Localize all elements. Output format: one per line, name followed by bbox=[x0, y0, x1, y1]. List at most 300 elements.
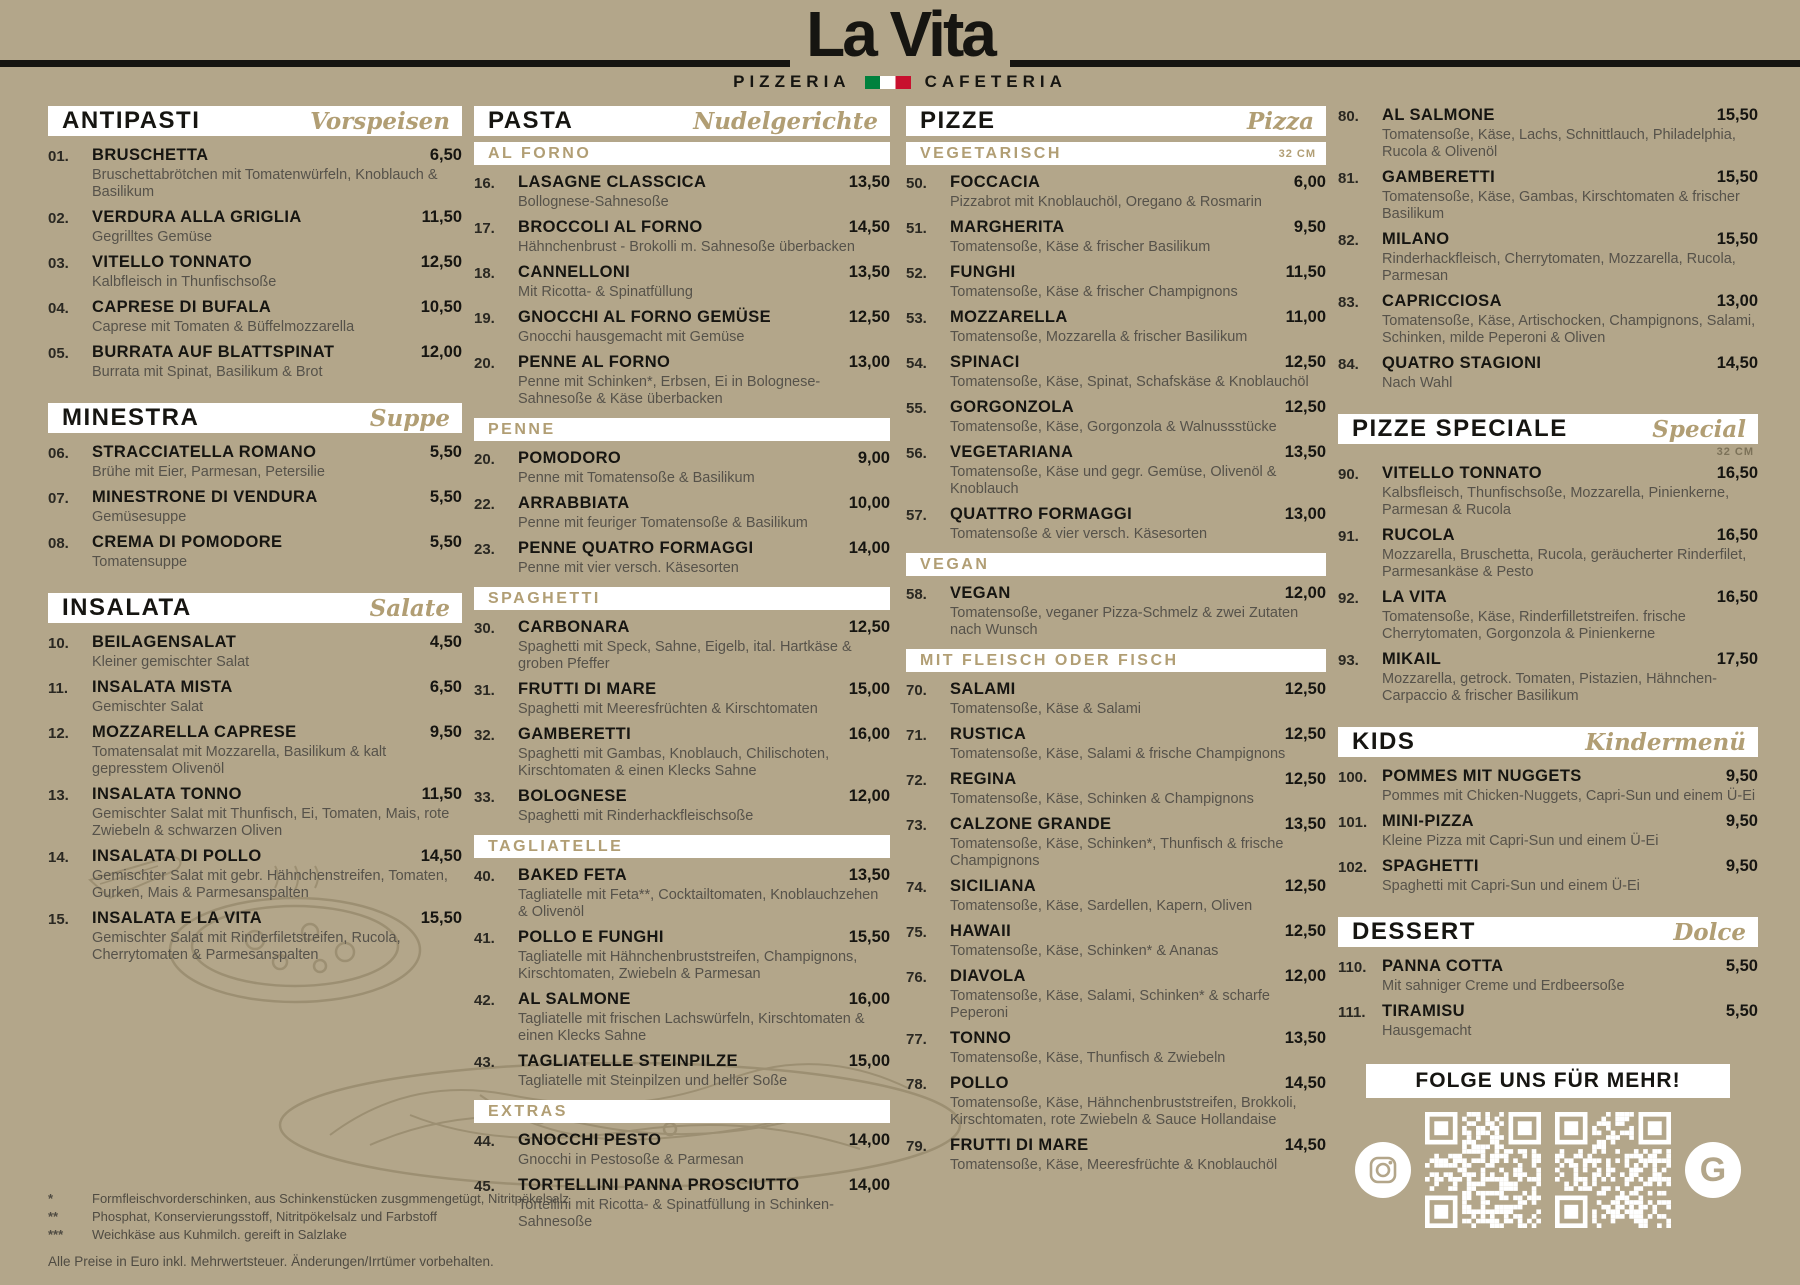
item-price: 12,00 bbox=[1284, 967, 1326, 985]
menu-item bbox=[906, 353, 1326, 391]
google-icon[interactable]: G bbox=[1685, 1142, 1741, 1198]
item-price: 13,50 bbox=[1284, 815, 1326, 833]
item-name: AL SALMONE bbox=[518, 990, 631, 1008]
menu-item bbox=[1338, 168, 1758, 223]
item-price: 11,50 bbox=[1285, 263, 1326, 281]
subsection-header bbox=[906, 649, 1326, 672]
item-name: MINESTRONE DI VENDURA bbox=[92, 488, 318, 506]
item-price: 12,50 bbox=[1284, 770, 1326, 788]
item-name: BURRATA AUF BLATTSPINAT bbox=[92, 343, 335, 361]
item-price: 9,50 bbox=[1725, 812, 1758, 830]
footnotes bbox=[48, 1190, 668, 1269]
item-name: FUNGHI bbox=[950, 263, 1016, 281]
item-description: Tomatensoße, Käse, Schinken* & Ananas bbox=[950, 943, 1219, 959]
item-number: 20. bbox=[474, 451, 495, 468]
item-name: CARBONARA bbox=[518, 618, 630, 636]
item-price: 9,50 bbox=[1725, 857, 1758, 875]
item-name: VERDURA ALLA GRIGLIA bbox=[92, 208, 302, 226]
item-price: 13,50 bbox=[848, 173, 890, 191]
item-number: 19. bbox=[474, 310, 495, 327]
section-script-label: Nudelgerichte bbox=[693, 107, 878, 135]
item-description: Hähnchenbrust - Brokolli m. Sahnesoße überbacken bbox=[518, 239, 855, 255]
item-name: SALAMI bbox=[950, 680, 1016, 698]
item-description: Tomatensoße, Käse, Gorgonzola & Walnussstücke bbox=[950, 419, 1277, 435]
item-description: Tomatensuppe bbox=[92, 554, 188, 570]
item-price: 14,50 bbox=[420, 847, 462, 865]
item-number: 78. bbox=[906, 1076, 927, 1093]
item-number: 82. bbox=[1338, 232, 1359, 249]
item-name: HAWAII bbox=[950, 922, 1012, 940]
item-price: 5,50 bbox=[429, 488, 462, 506]
item-description: Tomatensoße, Käse, Salami, Schinken* & scharfe Peperoni bbox=[950, 988, 1270, 1021]
item-name: FOCCACIA bbox=[950, 173, 1041, 191]
menu-item bbox=[906, 398, 1326, 436]
item-description: Gemischter Salat mit gebr. Hähnchenstreifen, Tomaten, Gurken, Mais & Parmesanspalten bbox=[92, 868, 448, 901]
footnote bbox=[48, 1190, 668, 1208]
menu-item bbox=[1338, 857, 1758, 895]
item-name: BOLOGNESE bbox=[518, 787, 628, 805]
item-description: Mozzarella, getrock. Tomaten, Pistazien, Hähnchen-Carpaccio & frischer Basilikum bbox=[1382, 671, 1718, 704]
item-price: 12,50 bbox=[1284, 353, 1326, 371]
item-price: 9,50 bbox=[1725, 767, 1758, 785]
section-script-label: Suppe bbox=[369, 404, 450, 432]
menu-item bbox=[906, 725, 1326, 763]
item-number: 93. bbox=[1338, 652, 1359, 669]
item-number: 20. bbox=[474, 355, 495, 372]
item-description: Tagliatelle mit frischen Lachswürfeln, Kirschtomaten & einen Klecks Sahne bbox=[518, 1011, 865, 1044]
item-description: Gnocchi hausgemacht mit Gemüse bbox=[518, 329, 745, 345]
item-name: FRUTTI DI MARE bbox=[518, 680, 657, 698]
item-number: 72. bbox=[906, 772, 927, 789]
item-description: Tomatensoße, Käse, Rinderfilletstreifen. frische Cherrytomaten, Gorgonzola & Pinienkerne bbox=[1382, 609, 1686, 642]
menu-item bbox=[474, 308, 890, 346]
item-price: 11,50 bbox=[421, 785, 462, 803]
item-description: Gemischter Salat mit Rinderfiletstreifen, Rucola, Cherrytomaten & Parmesanspalten bbox=[92, 930, 401, 963]
item-description: Tomatensoße, Käse, Artischocken, Champignons, Salami, Schinken, milde Peperoni & Oliven bbox=[1382, 313, 1756, 346]
menu-item bbox=[48, 208, 462, 246]
subsection-label: VEGETARISCH bbox=[920, 144, 1062, 162]
item-price: 13,00 bbox=[1284, 505, 1326, 523]
item-price: 5,50 bbox=[1725, 957, 1758, 975]
item-name: TONNO bbox=[950, 1029, 1012, 1047]
item-price: 14,00 bbox=[848, 1131, 890, 1149]
section-title: PIZZE bbox=[920, 107, 996, 134]
item-price: 15,50 bbox=[848, 928, 890, 946]
menu-item bbox=[48, 723, 462, 778]
item-price: 16,00 bbox=[848, 725, 890, 743]
italian-flag-icon bbox=[865, 76, 911, 89]
item-price: 12,50 bbox=[848, 308, 890, 326]
item-name: VEGAN bbox=[950, 584, 1011, 602]
item-description: Penne mit Tomatensoße & Basilikum bbox=[518, 470, 755, 486]
menu-item bbox=[474, 218, 890, 256]
item-number: 43. bbox=[474, 1054, 495, 1071]
menu-column-4 bbox=[1338, 106, 1758, 1228]
subsection-label: MIT FLEISCH ODER FISCH bbox=[920, 651, 1179, 669]
qr-code[interactable] bbox=[1425, 1112, 1541, 1228]
item-description: Penne mit vier versch. Käsesorten bbox=[518, 560, 739, 576]
section-title: MINESTRA bbox=[62, 404, 200, 431]
menu-item bbox=[474, 494, 890, 532]
item-price: 14,50 bbox=[1716, 354, 1758, 372]
item-description: Tomatensoße, Käse, Salami & frische Champignons bbox=[950, 746, 1286, 762]
menu-item bbox=[48, 298, 462, 336]
item-number: 14. bbox=[48, 849, 69, 866]
item-name: TAGLIATELLE STEINPILZE bbox=[518, 1052, 738, 1070]
instagram-icon[interactable] bbox=[1355, 1142, 1411, 1198]
item-price: 15,50 bbox=[1716, 168, 1758, 186]
item-number: 12. bbox=[48, 725, 69, 742]
menu-item bbox=[48, 909, 462, 964]
item-name: FRUTTI DI MARE bbox=[950, 1136, 1089, 1154]
item-name: QUATRO STAGIONI bbox=[1382, 354, 1542, 372]
item-description: Tortellini mit Ricotta- & Spinatfüllung in Schinken-Sahnesoße bbox=[518, 1197, 834, 1230]
brand-logo bbox=[0, 0, 1800, 68]
item-description: Gemischter Salat mit Thunfisch, Ei, Tomaten, Mais, rote Zwiebeln & schwarzen Oliven bbox=[92, 806, 450, 839]
item-name: BAKED FETA bbox=[518, 866, 628, 884]
item-number: 71. bbox=[906, 727, 927, 744]
menu-item bbox=[48, 633, 462, 671]
item-number: 54. bbox=[906, 355, 927, 372]
menu-item bbox=[48, 678, 462, 716]
footnote bbox=[48, 1208, 668, 1226]
item-description: Tomatensoße, Käse, Lachs, Schnittlauch, Philadelphia, Rucola & Olivenöl bbox=[1382, 127, 1736, 160]
item-description: Spaghetti mit Speck, Sahne, Eigelb, ital. Hartkäse & groben Pfeffer bbox=[518, 639, 852, 672]
menu-column-1 bbox=[48, 106, 462, 971]
menu-item bbox=[906, 922, 1326, 960]
item-description: Rinderhackfleisch, Cherrytomaten, Mozzarella, Rucola, Parmesan bbox=[1382, 251, 1736, 284]
item-description: Gemüsesuppe bbox=[92, 509, 187, 525]
item-number: 75. bbox=[906, 924, 927, 941]
item-name: POMMES MIT NUGGETS bbox=[1382, 767, 1582, 785]
item-description: Bruschettabrötchen mit Tomatenwürfeln, Knoblauch & Basilikum bbox=[92, 167, 438, 200]
item-number: 05. bbox=[48, 345, 69, 362]
item-price: 15,00 bbox=[848, 680, 890, 698]
menu-item bbox=[906, 877, 1326, 915]
item-name: TORTELLINI PANNA PROSCIUTTO bbox=[518, 1176, 800, 1194]
item-name: TIRAMISU bbox=[1382, 1002, 1465, 1020]
item-price: 5,50 bbox=[1725, 1002, 1758, 1020]
item-name: INSALATA E LA VITA bbox=[92, 909, 263, 927]
menu-item bbox=[1338, 767, 1758, 805]
item-price: 12,50 bbox=[1284, 680, 1326, 698]
item-number: 70. bbox=[906, 682, 927, 699]
brand-name: La Vita bbox=[790, 0, 1010, 68]
menu-item bbox=[474, 449, 890, 487]
brand-subtitle-left: PIZZERIA bbox=[733, 72, 851, 91]
subsection-label: AL FORNO bbox=[488, 144, 592, 162]
item-price: 14,00 bbox=[848, 1176, 890, 1194]
item-name: CREMA DI POMODORE bbox=[92, 533, 283, 551]
menu-item bbox=[474, 928, 890, 983]
brand-subtitle bbox=[0, 72, 1800, 92]
menu-item bbox=[906, 1074, 1326, 1129]
qr-code[interactable] bbox=[1555, 1112, 1671, 1228]
item-price: 13,00 bbox=[1716, 292, 1758, 310]
item-number: 33. bbox=[474, 789, 495, 806]
menu-item bbox=[906, 218, 1326, 256]
item-price: 9,50 bbox=[429, 723, 462, 741]
item-name: VEGETARIANA bbox=[950, 443, 1074, 461]
menu-item bbox=[474, 173, 890, 211]
item-name: STRACCIATELLA ROMANO bbox=[92, 443, 317, 461]
menu-item bbox=[1338, 106, 1758, 161]
item-price: 13,50 bbox=[848, 866, 890, 884]
menu-item bbox=[474, 680, 890, 718]
section-header bbox=[48, 106, 462, 136]
item-name: MOZZARELLA CAPRESE bbox=[92, 723, 297, 741]
item-description: Bollognese-Sahnesoße bbox=[518, 194, 669, 210]
item-number: 77. bbox=[906, 1031, 927, 1048]
item-price: 12,00 bbox=[1284, 584, 1326, 602]
item-description: Tomatensoße, Käse, Spinat, Schafskäse & Knoblauchöl bbox=[950, 374, 1309, 390]
item-number: 13. bbox=[48, 787, 69, 804]
item-number: 18. bbox=[474, 265, 495, 282]
item-description: Mozzarella, Bruschetta, Rucola, geräucherter Rinderfilet, Parmesankäse & Pesto bbox=[1382, 547, 1747, 580]
menu-item bbox=[48, 847, 462, 902]
item-name: POLLO E FUNGHI bbox=[518, 928, 664, 946]
section-script-label: Pizza bbox=[1246, 107, 1314, 135]
item-price: 12,50 bbox=[1284, 922, 1326, 940]
item-number: 73. bbox=[906, 817, 927, 834]
item-number: 16. bbox=[474, 175, 495, 192]
item-price: 5,50 bbox=[429, 533, 462, 551]
item-price: 13,50 bbox=[1284, 443, 1326, 461]
item-name: GNOCCHI PESTO bbox=[518, 1131, 662, 1149]
section-title: KIDS bbox=[1352, 728, 1416, 755]
item-number: 102. bbox=[1338, 859, 1368, 876]
item-number: 80. bbox=[1338, 108, 1359, 125]
menu-item bbox=[48, 488, 462, 526]
footnote-text: Weichkäse aus Kuhmilch. gereift in Salzlake bbox=[92, 1227, 347, 1242]
item-price: 6,50 bbox=[429, 146, 462, 164]
menu-item bbox=[474, 539, 890, 577]
item-description: Burrata mit Spinat, Basilikum & Brot bbox=[92, 364, 323, 380]
item-description: Kleiner gemischter Salat bbox=[92, 654, 250, 670]
section-header bbox=[906, 106, 1326, 136]
item-number: 11. bbox=[48, 680, 69, 697]
item-name: BEILAGENSALAT bbox=[92, 633, 237, 651]
item-description: Spaghetti mit Gambas, Knoblauch, Chilischoten, Kirschtomaten & einen Klecks Sahne bbox=[518, 746, 830, 779]
item-number: 56. bbox=[906, 445, 927, 462]
item-description: Nach Wahl bbox=[1382, 375, 1453, 391]
item-price: 15,50 bbox=[420, 909, 462, 927]
item-name: QUATTRO FORMAGGI bbox=[950, 505, 1133, 523]
menu-item bbox=[48, 533, 462, 571]
item-number: 15. bbox=[48, 911, 69, 928]
menu-column-3 bbox=[906, 106, 1326, 1181]
menu-item bbox=[1338, 812, 1758, 850]
item-number: 81. bbox=[1338, 170, 1359, 187]
menu-column-2 bbox=[474, 106, 890, 1238]
item-name: PENNE QUATRO FORMAGGI bbox=[518, 539, 754, 557]
item-price: 10,00 bbox=[848, 494, 890, 512]
item-number: 01. bbox=[48, 148, 69, 165]
menu-item bbox=[906, 815, 1326, 870]
menu-item bbox=[906, 1029, 1326, 1067]
item-name: SPINACI bbox=[950, 353, 1020, 371]
item-number: 44. bbox=[474, 1133, 495, 1150]
item-name: LA VITA bbox=[1382, 588, 1448, 606]
menu-item bbox=[906, 173, 1326, 211]
section-title: PIZZE SPECIALE bbox=[1352, 415, 1568, 442]
brand-subtitle-right: CAFETERIA bbox=[924, 72, 1067, 91]
menu-item bbox=[906, 680, 1326, 718]
subsection-label: SPAGHETTI bbox=[488, 589, 601, 607]
item-price: 11,50 bbox=[421, 208, 462, 226]
item-description: Brühe mit Eier, Parmesan, Petersilie bbox=[92, 464, 325, 480]
menu-item bbox=[474, 725, 890, 780]
footnote bbox=[48, 1226, 668, 1244]
item-price: 15,50 bbox=[1716, 230, 1758, 248]
item-number: 03. bbox=[48, 255, 69, 272]
section-title: INSALATA bbox=[62, 594, 192, 621]
item-description: Tomatensoße, Käse, Hähnchenbruststreifen, Brokkoli, Kirschtomaten, rote Zwiebeln & Sauce Hollandaise bbox=[950, 1095, 1297, 1128]
item-price: 14,50 bbox=[1284, 1136, 1326, 1154]
menu-item bbox=[474, 618, 890, 673]
item-number: 110. bbox=[1338, 959, 1367, 976]
menu-item bbox=[1338, 292, 1758, 347]
item-number: 111. bbox=[1338, 1004, 1366, 1021]
item-name: REGINA bbox=[950, 770, 1017, 788]
item-name: INSALATA MISTA bbox=[92, 678, 233, 696]
item-price: 12,50 bbox=[848, 618, 890, 636]
menu-item bbox=[474, 263, 890, 301]
footnote-text: Formfleischvorderschinken, aus Schinkenstücken zusgmmengetügt, Nitritpökelsalz bbox=[92, 1191, 569, 1206]
menu-item bbox=[906, 1136, 1326, 1174]
item-description: Tagliatelle mit Steinpilzen und heller Soße bbox=[518, 1073, 788, 1089]
item-price: 13,50 bbox=[848, 263, 890, 281]
item-name: POMODORO bbox=[518, 449, 622, 467]
item-number: 50. bbox=[906, 175, 927, 192]
item-name: SICILIANA bbox=[950, 877, 1037, 895]
item-description: Caprese mit Tomaten & Büffelmozzarella bbox=[92, 319, 355, 335]
price-note: Alle Preise in Euro inkl. Mehrwertsteuer. Änderungen/Irrtümer vorbehalten. bbox=[48, 1254, 494, 1269]
item-name: LASAGNE CLASSCICA bbox=[518, 173, 707, 191]
menu-item bbox=[48, 343, 462, 381]
item-number: 58. bbox=[906, 586, 927, 603]
item-description: Tomatensoße, Käse, Meeresfrüchte & Knoblauchöl bbox=[950, 1157, 1278, 1173]
item-name: BROCCOLI AL FORNO bbox=[518, 218, 703, 236]
item-number: 31. bbox=[474, 682, 495, 699]
menu-item bbox=[906, 443, 1326, 498]
item-number: 57. bbox=[906, 507, 927, 524]
item-name: INSALATA TONNO bbox=[92, 785, 242, 803]
item-number: 100. bbox=[1338, 769, 1368, 786]
item-number: 23. bbox=[474, 541, 495, 558]
menu-item bbox=[1338, 1002, 1758, 1040]
item-name: CANNELLONI bbox=[518, 263, 631, 281]
item-number: 52. bbox=[906, 265, 927, 282]
item-description: Spaghetti mit Meeresfrüchten & Kirschtomaten bbox=[518, 701, 818, 717]
item-price: 12,00 bbox=[420, 343, 462, 361]
item-price: 15,00 bbox=[848, 1052, 890, 1070]
item-description: Gnocchi in Pestosoße & Parmesan bbox=[518, 1152, 744, 1168]
item-name: VITELLO TONNATO bbox=[1382, 464, 1543, 482]
item-price: 14,50 bbox=[848, 218, 890, 236]
item-price: 16,50 bbox=[1716, 464, 1758, 482]
item-name: MOZZARELLA bbox=[950, 308, 1068, 326]
item-number: 30. bbox=[474, 620, 495, 637]
item-name: RUSTICA bbox=[950, 725, 1027, 743]
item-number: 90. bbox=[1338, 466, 1359, 483]
menu-item bbox=[1338, 650, 1758, 705]
subsection-header bbox=[906, 553, 1326, 576]
item-price: 13,50 bbox=[1284, 1029, 1326, 1047]
item-number: 101. bbox=[1338, 814, 1368, 831]
section-script-label: Dolce bbox=[1673, 918, 1746, 946]
menu-item bbox=[906, 770, 1326, 808]
menu-item bbox=[474, 866, 890, 921]
item-price: 5,50 bbox=[429, 443, 462, 461]
item-number: 42. bbox=[474, 992, 495, 1009]
item-number: 55. bbox=[906, 400, 927, 417]
item-description: Tomatensoße, Käse, Schinken*, Thunfisch & frische Champignons bbox=[950, 836, 1284, 869]
subsection-label: VEGAN bbox=[920, 555, 990, 573]
item-name: PANNA COTTA bbox=[1382, 957, 1504, 975]
item-name: BRUSCHETTA bbox=[92, 146, 209, 164]
subsection-label: TAGLIATELLE bbox=[488, 837, 624, 855]
item-description: Tomatensoße, Käse, Gambas, Kirschtomaten & frischer Basilikum bbox=[1382, 189, 1740, 222]
item-number: 07. bbox=[48, 490, 69, 507]
menu-item bbox=[906, 584, 1326, 639]
item-number: 02. bbox=[48, 210, 69, 227]
item-price: 14,00 bbox=[848, 539, 890, 557]
item-number: 08. bbox=[48, 535, 69, 552]
item-name: SPAGHETTI bbox=[1382, 857, 1479, 875]
footnote-symbol: *** bbox=[48, 1227, 64, 1242]
section-title: PASTA bbox=[488, 107, 574, 134]
item-name: ARRABBIATA bbox=[518, 494, 630, 512]
item-description: Kleine Pizza mit Capri-Sun und einem Ü-Ei bbox=[1382, 833, 1659, 849]
pizza-size-label: 32 CM bbox=[1278, 147, 1316, 160]
item-description: Tagliatelle mit Hähnchenbruststreifen, Champignons, Kirschtomaten, Zwiebeln & Parmesan bbox=[518, 949, 858, 982]
pizza-size-label: 32 CM bbox=[1716, 446, 1754, 458]
social-row bbox=[1338, 1112, 1758, 1228]
menu-item bbox=[906, 505, 1326, 543]
item-name: GAMBERETTI bbox=[1382, 168, 1496, 186]
menu-item bbox=[48, 785, 462, 840]
menu-item bbox=[474, 787, 890, 825]
social-banner: FOLGE UNS FÜR MEHR! bbox=[1366, 1064, 1730, 1098]
item-name: INSALATA DI POLLO bbox=[92, 847, 262, 865]
item-number: 45. bbox=[474, 1178, 495, 1195]
menu-item bbox=[906, 967, 1326, 1022]
menu-item bbox=[906, 308, 1326, 346]
footnote-symbol: ** bbox=[48, 1209, 59, 1224]
item-name: MIKAIL bbox=[1382, 650, 1442, 668]
item-price: 12,00 bbox=[848, 787, 890, 805]
item-number: 22. bbox=[474, 496, 495, 513]
item-name: MILANO bbox=[1382, 230, 1450, 248]
item-description: Hausgemacht bbox=[1382, 1023, 1472, 1039]
item-description: Tomatensoße, Käse & frischer Basilikum bbox=[950, 239, 1211, 255]
item-name: RUCOLA bbox=[1382, 526, 1455, 544]
item-name: CALZONE GRANDE bbox=[950, 815, 1112, 833]
item-description: Tomatensoße, Käse & frischer Champignons bbox=[950, 284, 1238, 300]
item-description: Spaghetti mit Capri-Sun und einem Ü-Ei bbox=[1382, 878, 1640, 894]
item-price: 13,00 bbox=[848, 353, 890, 371]
item-description: Mit Ricotta- & Spinatfüllung bbox=[518, 284, 693, 300]
menu-item bbox=[1338, 526, 1758, 581]
item-name: AL SALMONE bbox=[1382, 106, 1495, 124]
item-number: 74. bbox=[906, 879, 927, 896]
menu-item bbox=[474, 353, 890, 408]
item-number: 51. bbox=[906, 220, 927, 237]
section-header bbox=[48, 593, 462, 623]
section-header bbox=[1338, 727, 1758, 757]
subsection-header bbox=[474, 1100, 890, 1123]
